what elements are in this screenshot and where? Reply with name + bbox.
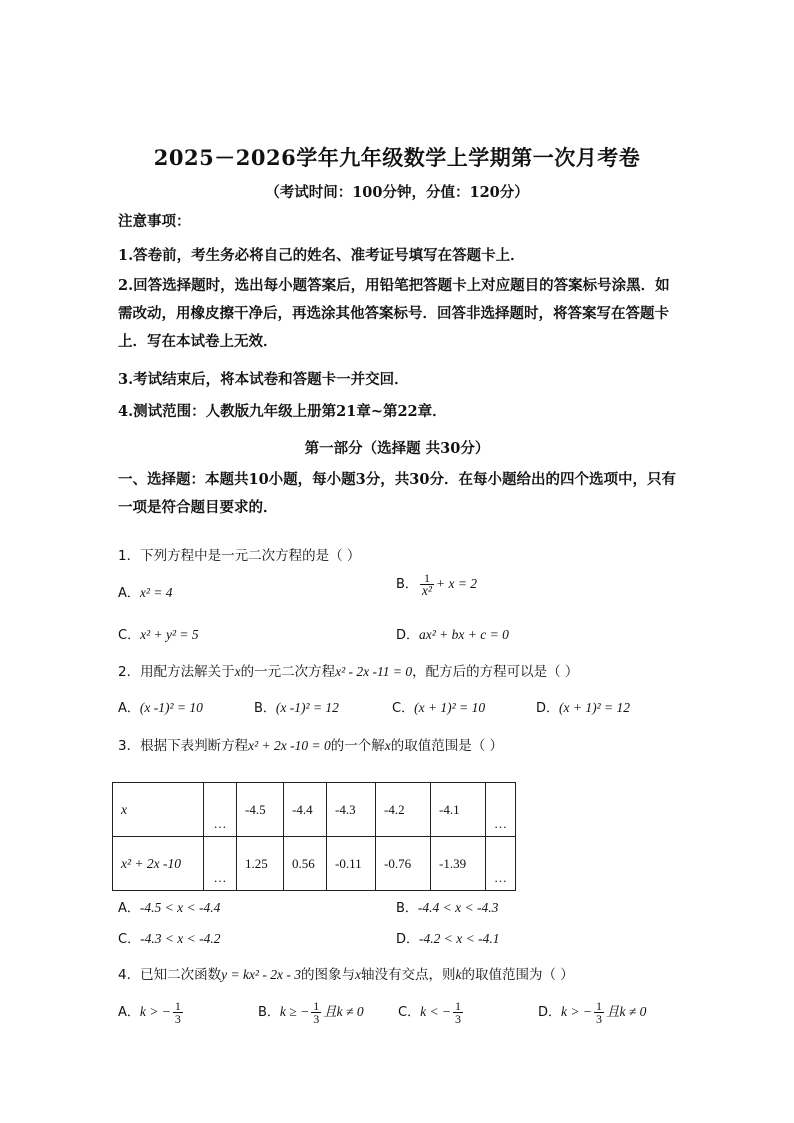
table-row [113, 837, 516, 891]
question-2-stem [118, 660, 578, 680]
q1-option-d [396, 624, 509, 643]
question-4-stem [118, 963, 574, 983]
table-cell: -0.76 [376, 837, 431, 891]
q4-option-c-denominator: 3 [455, 1012, 462, 1026]
q4-stem-mid: 的图象与 [300, 967, 355, 983]
q4-stem-var: x [354, 967, 361, 982]
q4-stem-equation: y = kx² - 2x - 3 [221, 967, 301, 982]
question-3-stem [118, 734, 503, 754]
q2-option-d-text: (x + 1)² = 12 [559, 700, 631, 715]
exam-subtitle: （考试时间：100分钟，分值：120分） [265, 184, 529, 201]
q1-option-d-label: D． [396, 628, 420, 643]
q4-option-d-label: D． [538, 1005, 562, 1020]
q3-option-c-label: C． [118, 932, 141, 947]
q2-option-a [118, 697, 203, 716]
q1-option-d-text: ax² + bx + c = 0 [419, 627, 509, 642]
table-row-label: x² + 2x -10 [113, 837, 204, 891]
table-row [113, 783, 516, 837]
q2-stem-var: x [234, 664, 241, 679]
q1-option-a [118, 582, 173, 601]
table-ellipsis: … [204, 783, 237, 837]
q3-stem-post: 的取值范围是（ ） [390, 738, 504, 754]
q3-option-b [396, 897, 498, 916]
q2-option-c-label: C． [392, 701, 415, 716]
exam-title: 2025－2026学年九年级数学上学期第一次月考卷 [153, 145, 641, 170]
q4-option-b-denominator: 3 [313, 1012, 320, 1026]
q4-stem-mid2: 轴没有交点，则 [360, 967, 456, 983]
q4-option-b [258, 1000, 364, 1025]
q3-option-c-text: -4.3 < x < -4.2 [140, 931, 221, 946]
table-cell: 1.25 [237, 837, 284, 891]
notice-item-3: 3.考试结束后，将本试卷和答题卡一并交回． [118, 371, 409, 388]
table-cell: -4.1 [431, 783, 486, 837]
q1-option-c [118, 624, 199, 643]
q4-option-b-text: k ≥ − [279, 1004, 310, 1019]
q2-stem-pre: 2．用配方法解关于 [118, 664, 235, 680]
q4-option-a-label: A． [118, 1005, 140, 1020]
q4-option-c-numerator: 1 [455, 999, 462, 1013]
q1-option-b-numerator: 1 [420, 572, 434, 585]
q3-option-d-text: -4.2 < x < -4.1 [419, 931, 500, 946]
q2-option-a-label: A． [118, 701, 140, 716]
q4-option-d-suffix: 且k ≠ 0 [605, 1004, 647, 1019]
q4-option-a-text: k > − [139, 1004, 171, 1019]
q3-stem-equation: x² + 2x -10 = 0 [248, 738, 331, 753]
q4-stem-pre: 4．已知二次函数 [118, 967, 222, 983]
q3-stem-pre: 3．根据下表判断方程 [118, 738, 249, 754]
notice-item-2: 2.回答选择题时，选出每小题答案后，用铅笔把答题卡上对应题目的答案标号涂黑．如需改动，用橡皮擦干净后，再选涂其他答案标号．回答非选择题时，将答案写在答题卡上．写在本试卷上无效． [118, 277, 670, 350]
q1-option-b-fraction [420, 572, 434, 597]
value-table [112, 782, 516, 891]
q2-stem-post: ，配方后的方程可以是（ ） [412, 664, 579, 680]
q2-option-c [392, 697, 485, 716]
table-ellipsis: … [486, 783, 516, 837]
q1-option-b [396, 572, 477, 597]
q3-option-a-label: A． [118, 901, 140, 916]
q3-stem-var: x [384, 738, 391, 753]
q4-option-d-fraction [594, 1000, 604, 1025]
q4-option-a [118, 1000, 185, 1025]
q4-option-c-fraction [453, 1000, 463, 1025]
q2-stem-equation: x² - 2x -11 = 0 [335, 664, 413, 679]
q4-option-d [538, 1000, 646, 1025]
q4-option-b-fraction [311, 1000, 321, 1025]
q2-option-b [254, 697, 339, 716]
q4-stem-var2: k [455, 967, 462, 982]
q1-option-b-rest: + x = 2 [435, 576, 478, 591]
q1-option-c-label: C． [118, 628, 141, 643]
q4-option-c-label: C． [398, 1005, 421, 1020]
q4-option-b-label: B． [258, 1005, 280, 1020]
notice-item-4: 4.测试范围：人教版九年级上册第21章~第22章． [118, 403, 447, 420]
q4-option-a-fraction [173, 1000, 183, 1025]
table-cell: -4.2 [376, 783, 431, 837]
q4-option-d-text: k > − [561, 1004, 592, 1019]
section-title: 第一部分（选择题 共30分） [304, 440, 490, 457]
q3-option-a-text: -4.5 < x < -4.4 [139, 900, 221, 915]
q3-stem-mid: 的一个解 [330, 738, 385, 754]
q4-option-d-numerator: 1 [595, 999, 602, 1013]
question-1-stem: 1．下列方程中是一元二次方程的是（ ） [118, 548, 361, 564]
q2-option-d [536, 697, 630, 716]
q4-option-b-suffix: 且k ≠ 0 [323, 1004, 364, 1019]
q1-option-b-denominator: x² [421, 583, 432, 598]
q2-option-c-text: (x + 1)² = 10 [414, 700, 486, 715]
q3-option-b-text: -4.4 < x < -4.3 [417, 900, 499, 915]
q1-option-a-label: A． [118, 586, 140, 601]
table-cell: -4.3 [327, 783, 376, 837]
q3-option-a [118, 897, 220, 916]
q4-option-b-numerator: 1 [313, 999, 320, 1013]
q2-option-b-label: B． [254, 701, 276, 716]
q2-option-a-text: (x -1)² = 10 [139, 700, 203, 715]
q3-option-b-label: B． [396, 901, 418, 916]
q4-option-a-denominator: 3 [174, 1012, 181, 1026]
table-ellipsis: … [204, 837, 237, 891]
q4-option-d-denominator: 3 [595, 1012, 602, 1026]
q4-option-c [398, 1000, 465, 1025]
table-row-label: x [113, 783, 204, 837]
table-ellipsis: … [486, 837, 516, 891]
q1-option-a-text: x² = 4 [139, 585, 173, 600]
table-cell: -4.4 [284, 783, 327, 837]
q2-option-d-label: D． [536, 701, 560, 716]
section-intro: 一、选择题：本题共10小题，每小题3分，共30分．在每小题给出的四个选项中，只有一项是符合题目要求的． [118, 471, 676, 516]
notice-item-1: 1.答卷前，考生务必将自己的姓名、准考证号填写在答题卡上． [118, 247, 525, 264]
q2-stem-mid: 的一元二次方程 [240, 664, 336, 680]
q3-option-c [118, 928, 221, 947]
q2-option-b-text: (x -1)² = 12 [275, 700, 339, 715]
table-cell: -1.39 [431, 837, 486, 891]
q1-option-b-label: B． [396, 577, 418, 592]
table-cell: 0.56 [284, 837, 327, 891]
q1-option-c-text: x² + y² = 5 [140, 627, 199, 642]
table-cell: -0.11 [327, 837, 376, 891]
q3-option-d-label: D． [396, 932, 420, 947]
q3-option-d [396, 928, 499, 947]
q4-option-c-text: k < − [420, 1004, 452, 1019]
notice-heading: 注意事项： [118, 213, 191, 230]
q4-stem-post: 的取值范围为（ ） [461, 967, 574, 983]
q4-option-a-numerator: 1 [174, 999, 181, 1013]
table-cell: -4.5 [237, 783, 284, 837]
